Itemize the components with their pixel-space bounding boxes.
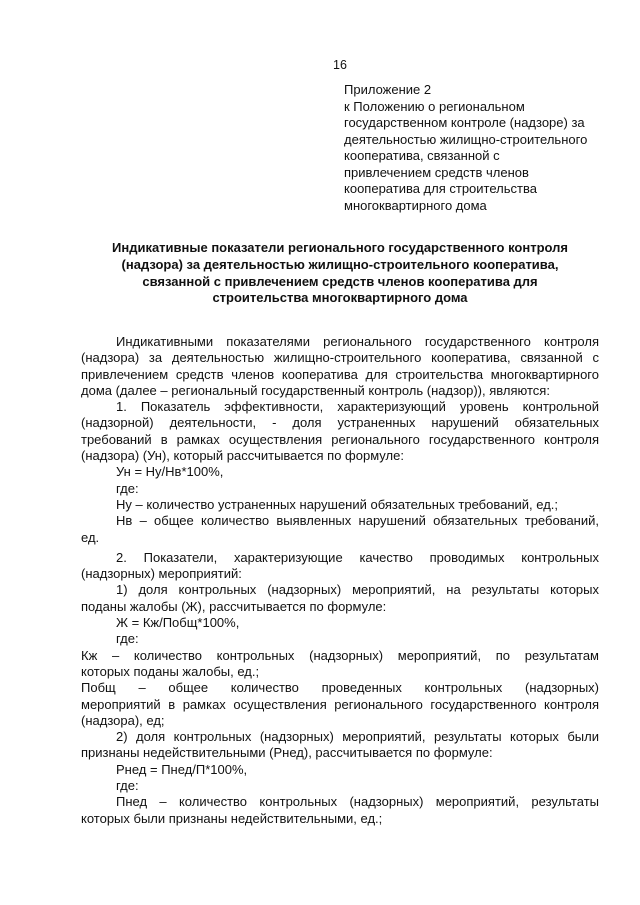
body-line: где: [116, 778, 139, 794]
body-line: 2) доля контрольных (надзорных) мероприятий, результаты которых были [116, 729, 599, 745]
body-line: ед. [81, 529, 100, 545]
body-line: привлечением средств членов кооператива для строительства многоквартирного [81, 366, 599, 382]
formula-line: Ун = Ну/Нв*100%, [116, 464, 224, 480]
appendix-line: кооператива для строительства [344, 181, 537, 196]
body-line: которых поданы жалобы, ед.; [81, 663, 260, 679]
formula-line: Ж = Кж/Побщ*100%, [116, 615, 240, 631]
body-line: (надзора) за деятельностью жилищно-строительного кооператива, связанной с [81, 350, 599, 366]
formula-line: Рнед = Пнед/П*100%, [116, 761, 248, 777]
body-line: Побщ – общее количество проведенных контрольных (надзорных) [81, 680, 599, 696]
appendix-line: деятельностью жилищно-строительного [344, 131, 588, 147]
appendix-line: кооператива, связанной с [344, 148, 500, 163]
appendix-line: привлечением средств членов [344, 164, 529, 180]
body-line: поданы жалобы (Ж), рассчитывается по формуле: [81, 598, 387, 614]
title-line: строительства многоквартирного дома [212, 290, 468, 306]
document-body [81, 334, 599, 827]
title-line: (надзора) за деятельностью жилищно-строительного кооператива, [121, 256, 559, 272]
appendix-line: многоквартирного дома [344, 197, 487, 213]
body-line: (надзорных) мероприятий: [81, 566, 242, 582]
appendix-line: к Положению о региональном [344, 98, 525, 114]
body-line: (надзорной) деятельности, - доля устраненных нарушений обязательных [81, 415, 599, 431]
title-line: связанной с привлечением средств членов кооператива для [142, 273, 538, 289]
body-line: которых были признаны недействительными, ед.; [81, 810, 383, 826]
document-title [80, 240, 600, 307]
appendix-line: Приложение 2 [344, 82, 432, 97]
body-line: (надзора) (Ун), который рассчитывается по формуле: [81, 448, 404, 464]
appendix-header [344, 82, 606, 214]
body-line: Нв – общее количество выявленных нарушений обязательных требований, [116, 513, 599, 529]
body-line: 1) доля контрольных (надзорных) мероприятий, на результаты которых [116, 582, 599, 598]
body-line: мероприятий в рамках осуществления регионального государственного контроля [81, 696, 599, 712]
body-line: (надзора), ед; [81, 712, 165, 728]
body-line: Индикативными показателями регионального государственного контроля [116, 334, 599, 349]
appendix-line: государственном контроле (надзоре) за [344, 115, 585, 130]
body-line: Кж – количество контрольных (надзорных) мероприятий, по результатам [81, 647, 599, 663]
title-line: Индикативные показатели регионального государственного контроля [112, 240, 568, 255]
body-line: Пнед – количество контрольных (надзорных) мероприятий, результаты [116, 794, 599, 810]
body-line: признаны недействительными (Рнед), рассчитывается по формуле: [81, 745, 493, 761]
body-line: 1. Показатель эффективности, характеризующий уровень контрольной [116, 399, 599, 415]
body-line: Ну – количество устраненных нарушений обязательных требований, ед.; [116, 496, 559, 512]
body-line: где: [116, 480, 139, 496]
body-line: требований в рамках осуществления регионального государственного контроля [81, 431, 599, 447]
body-line: 2. Показатели, характеризующие качество проводимых контрольных [116, 549, 599, 565]
page-number: 16 [333, 58, 347, 72]
body-line: дома (далее – региональный государственный контроль (надзор)), являются: [81, 382, 550, 398]
body-line: где: [116, 631, 139, 647]
